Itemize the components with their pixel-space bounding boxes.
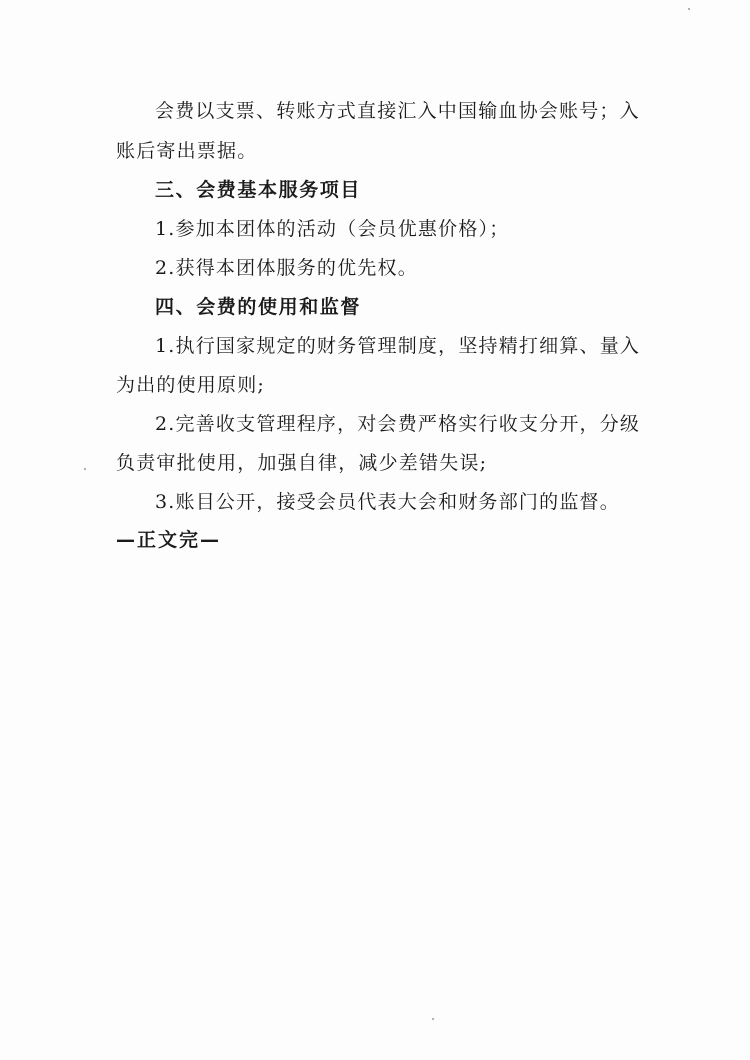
section-4-heading: 四、会费的使用和监督: [155, 296, 362, 318]
section-3-item-2: 2.获得本团体服务的优先权。: [155, 257, 418, 279]
scan-speck: [688, 8, 690, 10]
scan-speck: [432, 1018, 434, 1020]
payment-paragraph-line-1: 会费以支票、转账方式直接汇入中国输血协会账号；入: [155, 100, 640, 122]
section-4-item-1-line-1: 1.执行国家规定的财务管理制度，坚持精打细算、量入: [155, 335, 641, 357]
payment-paragraph-line-2: 账后寄出票据。: [116, 140, 258, 162]
section-3-heading: 三、会费基本服务项目: [155, 179, 362, 201]
section-4-item-2-line-2: 负责审批使用，加强自律，减少差错失误;: [116, 452, 488, 474]
section-4-item-2-line-1: 2.完善收支管理程序，对会费严格实行收支分开，分级: [155, 413, 641, 435]
section-4-item-1-line-2: 为出的使用原则;: [116, 374, 266, 396]
section-3-item-1: 1.参加本团体的活动（会员优惠价格）；: [155, 218, 510, 240]
end-of-text-mark: —正文完—: [116, 529, 222, 551]
section-4-item-3: 3.账目公开，接受会员代表大会和财务部门的监督。: [155, 491, 620, 513]
scan-speck: [84, 468, 86, 470]
